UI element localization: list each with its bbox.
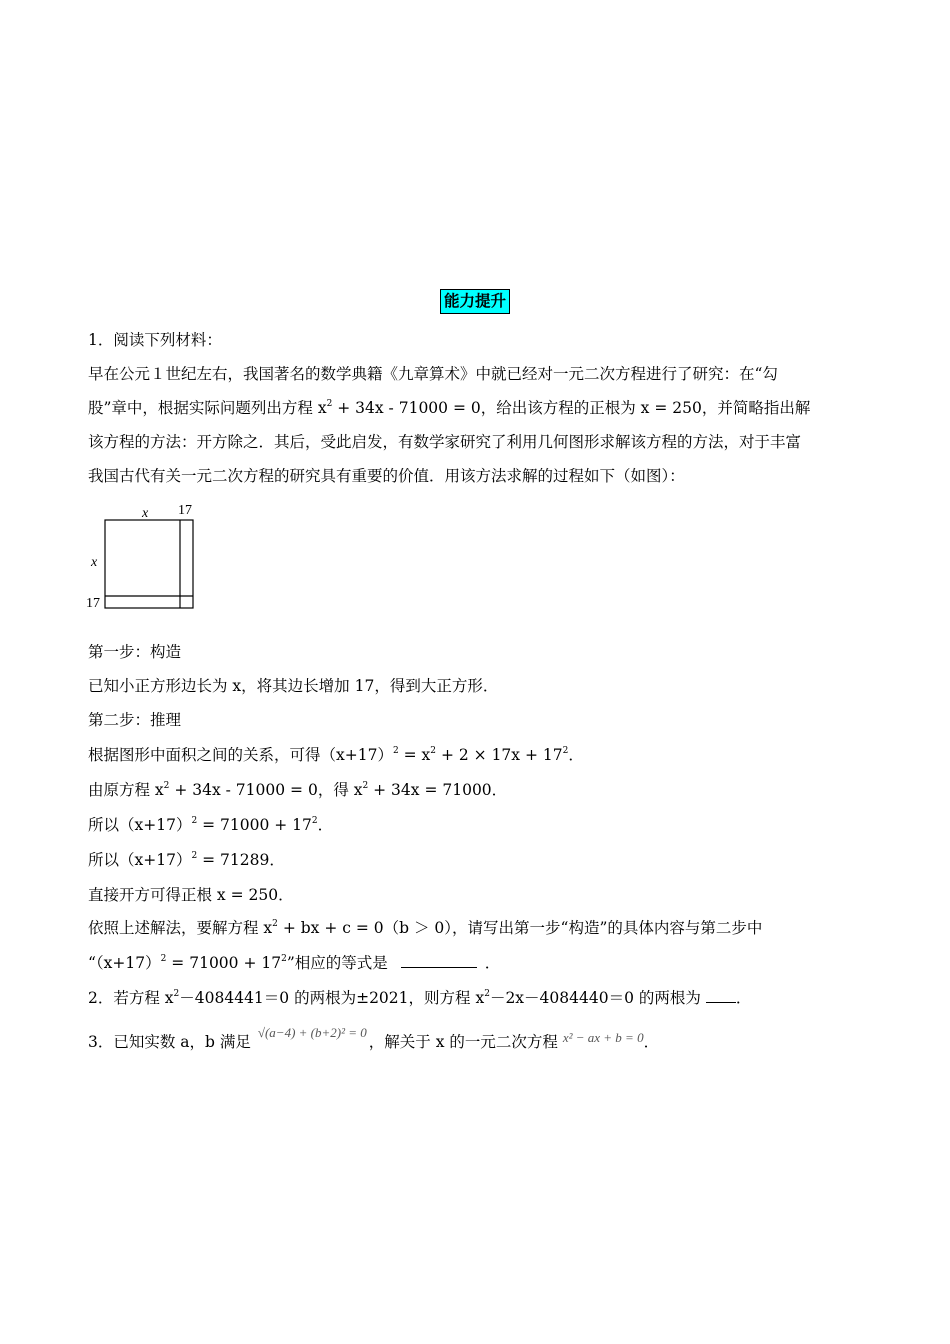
square-completion-figure: [84, 500, 214, 615]
q1-paragraph-line-4: 我国古代有关一元二次方程的研究具有重要的价值．用该方法求解的过程如下（如图）：: [88, 467, 685, 485]
step2-line-6: 依照上述解法，要解方程 $x^2$ + bx + c = 0（b ＞ 0），请写出第一步“构造”的具体内容与第二步中: [88, 919, 763, 937]
step2-heading: 第二步：推理: [88, 711, 182, 729]
q1-paragraph-line-2: 股”章中，根据实际问题列出方程 $x^2 + 34x - 71000 = 0$，给出该方程的正根为 x = 250，并简略指出解: [88, 399, 811, 417]
q3-line: 3．已知实数 a，b 满足 $^{√(a-4) + (b+2)^2 = 0}$，解关于 x 的一元二次方程 $^{x^2 - ax + b = 0}$．: [88, 1025, 660, 1051]
q1-paragraph-line-3: 该方程的方法：开方除之．其后，受此启发，有数学家研究了利用几何图形求解该方程的方法，对于丰富: [88, 433, 802, 451]
step2-line-5: 直接开方可得正根 x = 250．: [88, 886, 294, 904]
q3-condition-formula: √(a−4) + (b+2)² = 0: [257, 1025, 367, 1040]
q1-answer-blank[interactable]: [401, 967, 477, 968]
q1-paragraph-line-1: 早在公元１世纪左右，我国著名的数学典籍《九章算术》中就已经对一元二次方程进行了研究：在“勾: [88, 365, 778, 383]
q3-equation-formula: x² − ax + b = 0: [562, 1030, 644, 1045]
figure-label-top-x: x: [142, 506, 149, 521]
q2-answer-blank[interactable]: [706, 1002, 736, 1003]
step1-heading: 第一步：构造: [88, 643, 182, 661]
figure-label-left-17: 17: [86, 596, 100, 611]
step2-line-4: 所以$(x+17)^2 = 71289$．: [88, 851, 285, 869]
figure-label-left-x: x: [91, 555, 98, 570]
step2-line-2: 由原方程 $x^2 + 34x - 71000 = 0$，得 $x^2 + 34x = 71000$．: [88, 781, 508, 799]
step2-line-3: 所以$(x+17)^2 = 71000 + 17^2$．: [88, 816, 334, 834]
step2-line-7: “$(x+17)^2 = 71000 + 17^2$”相应的等式是 ．: [88, 954, 501, 972]
step1-text: 已知小正方形边长为 x，将其边长增加 17，得到大正方形．: [88, 677, 499, 695]
step2-line-1: 根据图形中面积之间的关系，可得$(x+17)^2 = x^2 + 2 \times 17x + 17^2$．: [88, 746, 584, 764]
q2-line: 2．若方程 $x^2-4084441=0$ 的两根为±2021，则方程 $x^2-2x-4084440=0$ 的两根为 ．: [88, 989, 752, 1007]
section-heading: 能力提升: [440, 289, 510, 314]
figure-label-top-17: 17: [178, 503, 192, 518]
q1-title: 1．阅读下列材料：: [88, 331, 222, 349]
